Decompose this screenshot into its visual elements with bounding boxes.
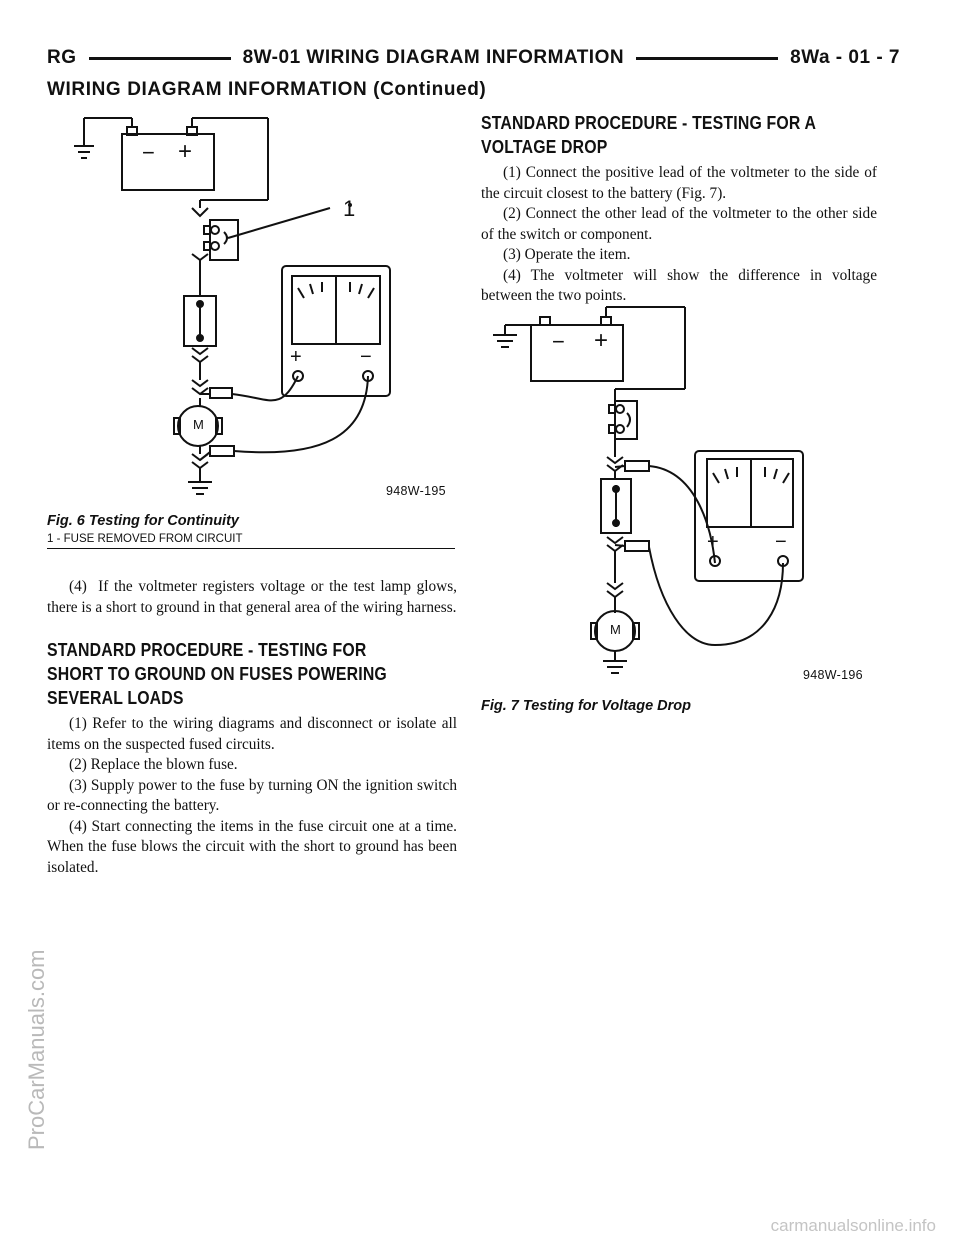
figure-code: 948W-195 [386,484,446,498]
figure-voltage-drop [485,305,880,695]
battery-minus-label: − [142,140,155,165]
continuity-diagram [60,108,460,508]
meter-minus-label: − [775,531,787,553]
heading-voltage-drop: STANDARD PROCEDURE - TESTING FOR A VOLTAGE DROP [481,113,817,157]
figure-6-caption: Fig. 6 Testing for Continuity [47,513,239,529]
meter-minus-label: − [360,346,372,368]
header-page-number: 8Wa - 01 - 7 [790,47,900,68]
meter-plus-label: + [707,531,719,553]
battery-plus-label: + [594,327,609,354]
fuse-step-2: (2) Replace the blown fuse. [69,756,238,773]
continued-title: WIRING DIAGRAM INFORMATION (Continued) [47,79,487,100]
meter-plus-label: + [290,346,302,368]
fuse-step-4: (4) Start connecting the items in the fuse circuit one at a time. When the fuse blows the circuit with the short to ground has been isolated. [47,817,457,876]
header-title: 8W-01 WIRING DIAGRAM INFORMATION [242,47,625,68]
voltage-drop-diagram [485,305,880,695]
fuse-step-1: (1) Refer to the wiring diagrams and disconnect or isolate all items on the suspected fused circuits. [47,715,457,753]
right-column [481,111,877,307]
battery-minus-label: − [552,329,565,354]
motor-label: M [610,622,621,637]
header-rule-right [636,57,778,60]
figure-6-legend: 1 - FUSE REMOVED FROM CIRCUIT [47,533,243,545]
voltage-step-1: (1) Connect the positive lead of the voltmeter to the side of the circuit closest to the battery (Fig. 7). [481,164,877,202]
figure-code: 948W-196 [803,668,863,682]
voltage-step-2: (2) Connect the other lead of the voltmeter to the other side of the switch or component. [481,205,877,243]
bottom-watermark: carmanualsonline.info [770,1216,936,1235]
motor-label: M [193,417,204,432]
figure-7-caption: Fig. 7 Testing for Voltage Drop [481,698,691,714]
battery-plus-label: + [178,138,193,165]
figure-6-caption-block [47,513,455,549]
header-rule-left [89,57,231,60]
voltage-step-3: (3) Operate the item. [503,246,631,263]
voltage-step-4: (4) The voltmeter will show the difference in voltage between the two points. [481,266,877,304]
left-column [47,577,457,878]
fuse-callout-number: 1 [343,196,356,221]
short-to-ground-conclusion: (4) If the voltmeter registers voltage or the test lamp glows, there is a short to ground in that general area of the wiring harness. [47,578,457,616]
heading-short-to-ground: STANDARD PROCEDURE - TESTING FOR SHORT TO GROUND ON FUSES POWERING SEVERAL LOADS [47,640,387,708]
fuse-step-3: (3) Supply power to the fuse by turning ON the ignition switch or re-connecting the battery. [47,776,457,814]
side-watermark: ProCarManuals.com [24,949,49,1150]
header-section-code: RG [47,47,77,68]
page-header [47,44,900,72]
figure-continuity [60,108,460,508]
